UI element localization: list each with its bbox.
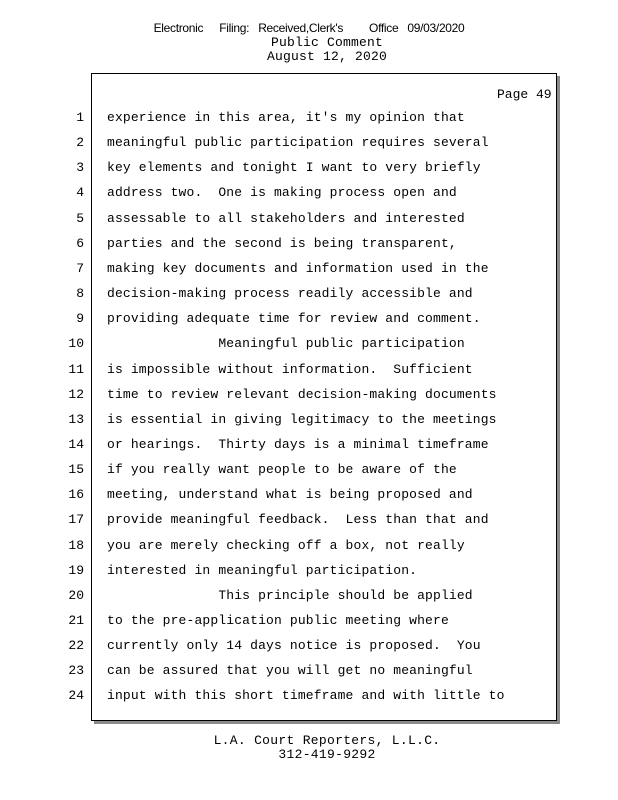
- footer-phone: 312-419-9292: [278, 747, 376, 762]
- line-number: 14: [68, 437, 84, 452]
- line-number: 20: [68, 588, 84, 603]
- transcript-line-text: meaningful public participation requires several: [107, 135, 489, 150]
- line-number: 19: [68, 563, 84, 578]
- document-date: August 12, 2020: [266, 49, 388, 64]
- stamp-label-electronic: Electronic: [153, 21, 204, 35]
- transcript-line-text: parties and the second is being transparent,: [107, 236, 457, 251]
- line-number: 5: [76, 211, 84, 226]
- transcript-line-text: meeting, understand what is being proposed and: [107, 487, 473, 502]
- transcript-line-text: you are merely checking off a box, not really: [107, 538, 465, 553]
- line-number: 1: [76, 110, 84, 125]
- line-number: 9: [76, 311, 84, 326]
- footer-company: L.A. Court Reporters, L.L.C.: [213, 733, 441, 748]
- line-number: 18: [68, 538, 84, 553]
- transcript-line-text: making key documents and information used in the: [107, 261, 489, 276]
- line-number: 22: [68, 638, 84, 653]
- line-number: 23: [68, 663, 84, 678]
- transcript-line-text: or hearings. Thirty days is a minimal timeframe: [107, 437, 489, 452]
- stamp-label-filing: Filing:: [219, 21, 250, 35]
- transcript-line-text: to the pre-application public meeting where: [107, 613, 449, 628]
- document-title: Public Comment: [270, 35, 384, 50]
- transcript-line-text: This principle should be applied: [107, 588, 473, 603]
- page-number: Page 49: [497, 87, 552, 102]
- transcript-line-text: decision-making process readily accessible and: [107, 286, 473, 301]
- line-number: 13: [68, 412, 84, 427]
- transcript-line-text: time to review relevant decision-making documents: [107, 387, 497, 402]
- line-number: 6: [76, 236, 84, 251]
- transcript-line-text: provide meaningful feedback. Less than that and: [107, 512, 489, 527]
- line-number: 15: [68, 462, 84, 477]
- line-number: 10: [68, 336, 84, 351]
- electronic-filing-stamp: [0, 21, 618, 35]
- transcript-line-text: is impossible without information. Sufficient: [107, 362, 473, 377]
- line-number: 4: [76, 185, 84, 200]
- line-number: 7: [76, 261, 84, 276]
- line-number: 2: [76, 135, 84, 150]
- line-number: 24: [68, 688, 84, 703]
- line-number: 16: [68, 487, 84, 502]
- line-number: 17: [68, 512, 84, 527]
- transcript-line-text: if you really want people to be aware of the: [107, 462, 457, 477]
- transcript-line-text: providing adequate time for review and comment.: [107, 311, 481, 326]
- transcript-line-text: interested in meaningful participation.: [107, 563, 418, 578]
- transcript-line-text: can be assured that you will get no meaningful: [107, 663, 473, 678]
- transcript-line-text: assessable to all stakeholders and interested: [107, 211, 465, 226]
- line-number: 11: [68, 362, 84, 377]
- transcript-line-text: currently only 14 days notice is proposed. You: [107, 638, 481, 653]
- transcript-line-text: address two. One is making process open and: [107, 185, 457, 200]
- line-number: 12: [68, 387, 84, 402]
- stamp-label-received: Received,Clerk's: [258, 21, 344, 35]
- transcript-line-text: is essential in giving legitimacy to the meetings: [107, 412, 497, 427]
- transcript-line-text: key elements and tonight I want to very briefly: [107, 160, 481, 175]
- transcript-line-text: input with this short timeframe and with little to: [107, 688, 505, 703]
- line-number: 8: [76, 286, 84, 301]
- stamp-label-office: Office: [369, 21, 399, 35]
- transcript-line-text: experience in this area, it's my opinion that: [107, 110, 465, 125]
- line-number: 21: [68, 613, 84, 628]
- stamp-date: 09/03/2020: [407, 21, 465, 35]
- line-number: 3: [76, 160, 84, 175]
- transcript-line-text: Meaningful public participation: [107, 336, 465, 351]
